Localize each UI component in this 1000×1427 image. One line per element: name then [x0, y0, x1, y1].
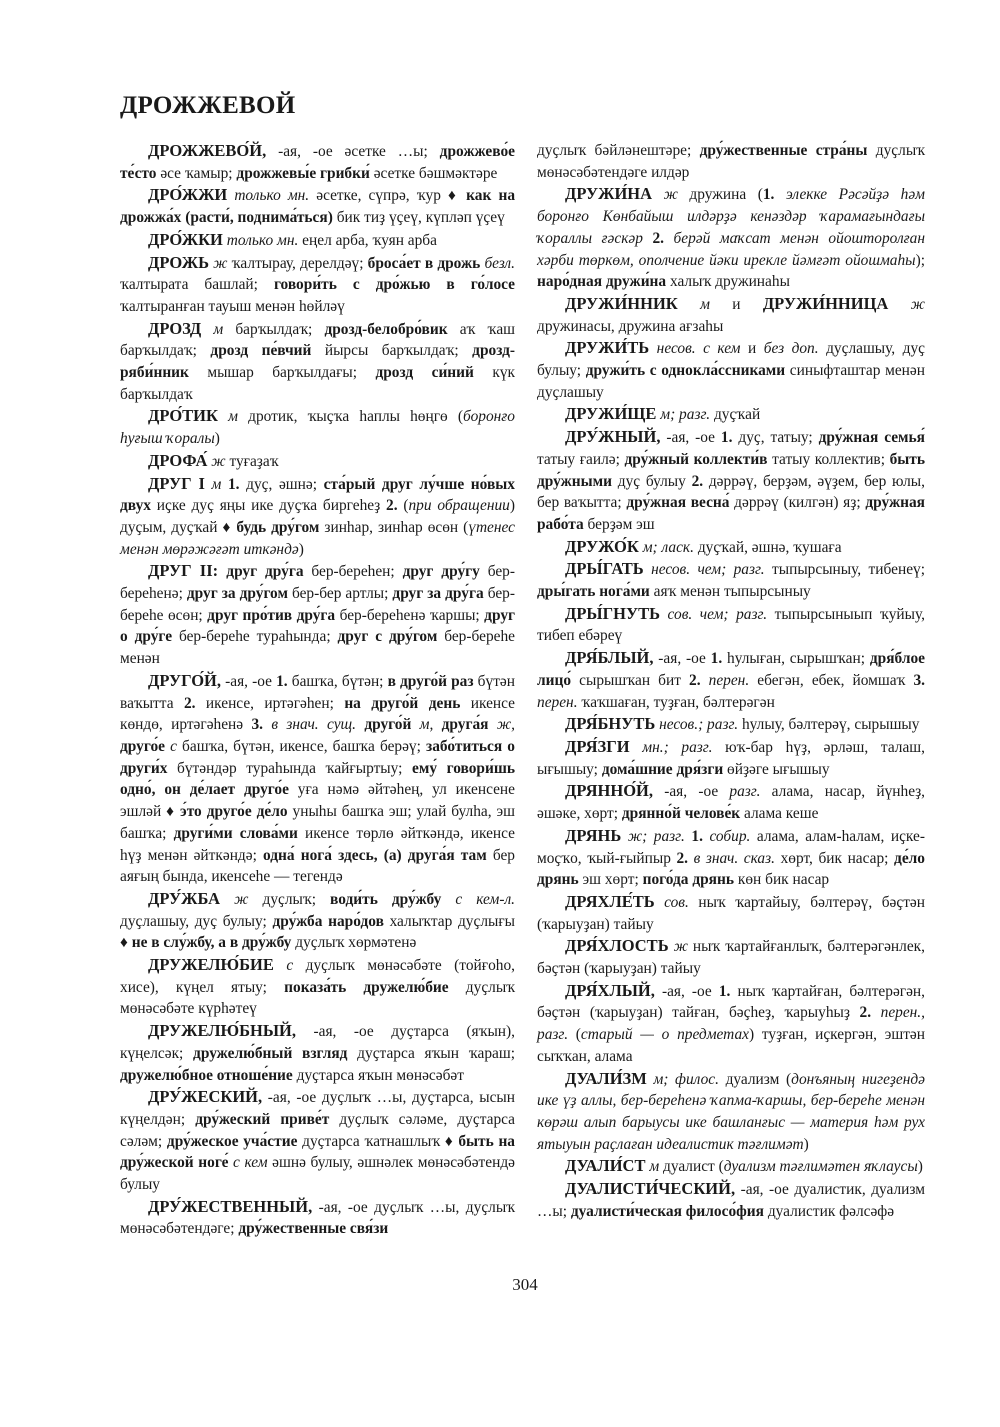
translation-text: бер-береһенә; [120, 563, 515, 603]
bold-phrase: дры́гать нога́ми [537, 583, 650, 601]
dictionary-entry [537, 403, 925, 426]
italic-label: в знач. сущ. [263, 716, 365, 734]
translation-text: ебегән, ебек, йомшаҡ [749, 671, 914, 689]
translation-text: ( [397, 497, 409, 515]
headword: ДУАЛИ́СТ [565, 1156, 646, 1176]
translation-text: дуҫлыҡ мөнәсәбәте күрһәтеү [120, 978, 515, 1018]
italic-label: м, [411, 716, 442, 734]
translation-text: дуҫтарса яҡын мөнәсәбәт [292, 1066, 464, 1084]
translation-text: алама кеше [740, 805, 819, 823]
translation-text: еңел арба, ҡуян арба [298, 231, 437, 249]
bold-phrase: друго́й [364, 716, 412, 734]
bold-phrase: дружелю́бное отноше́ние [120, 1066, 293, 1084]
italic-label: м; ласк. [638, 538, 694, 556]
translation-text: -ая, -ое дуҫлыҡ …ы, дуҫлыҡ мөнәсәбәтендәге; [120, 1198, 515, 1238]
bold-phrase: забо́титься о други́х [120, 737, 515, 777]
italic-label: м; разг. [656, 406, 711, 424]
headword: ДРУ́ЖЕСТВЕННЫЙ, [148, 1196, 313, 1216]
bold-phrase: дрянно́й челове́к [621, 805, 741, 823]
translation-text: берҙәм эш [583, 515, 655, 533]
bold-phrase: води́ть дру́жбу [330, 890, 442, 908]
translation-text: дәррәү (килгән) яҙ; [729, 494, 866, 512]
translation-text: татыу коллектив; [767, 450, 890, 468]
dictionary-entry [537, 647, 925, 713]
dictionary-entry [120, 1086, 515, 1196]
translation-text: -ая, -ое әсетке …ы; [266, 143, 440, 160]
translation-text: алама, насар, йүнһеҙ, әшәке, хөрт; [537, 783, 926, 823]
dictionary-entry [537, 603, 925, 647]
translation-text: дуалистик фәлсәфә [763, 1202, 895, 1220]
italic-label: перен. [537, 693, 578, 711]
bold-phrase: дру́жная весна́ [626, 494, 730, 512]
bold-phrase: дру́жественные свя́зи [238, 1220, 389, 1238]
headword: ДРО́ТИК [148, 406, 218, 426]
bold-phrase: дрозд-ряби́нник [120, 342, 516, 382]
dictionary-entry [537, 780, 925, 824]
translation-text: ) [298, 540, 304, 558]
dictionary-entry [537, 337, 925, 403]
translation-text: тыпырсыныып ҡуйыу, тибеп ебәреү [537, 605, 925, 645]
translation-text: ныҡ ҡартайған, бәлтерәгән, бәҫтән (ҡарыуҙан) тайған, бәҫһеҙ, ҡарыуһыҙ [537, 982, 926, 1022]
bold-phrase: друг за дру́га [392, 585, 484, 603]
italic-label: м [645, 1158, 660, 1176]
translation-text: дротик, ҡыҫҡа һаплы һөңгө ( [237, 408, 464, 426]
bold-phrase: дрожжево́е те́сто [120, 143, 515, 182]
italic-label: с [164, 737, 177, 755]
translation-text: барҡылдаҡ; [223, 320, 325, 338]
translation-text: бик тиҙ үҫеү, күпләп үҫеү [332, 209, 505, 227]
bold-phrase: дрозд-белобро́вик [324, 320, 448, 338]
headword: ДРУ́ЖБА [148, 888, 221, 908]
translation-text: дуҫҡай [710, 406, 761, 424]
page-number: 304 [512, 1275, 538, 1294]
translation-text: тыпырсыныу, тибенеү; [764, 561, 925, 579]
bold-phrase: 1. [710, 650, 723, 668]
bold-phrase: одна́ нога́ здесь, (а) друга́я там [263, 846, 487, 864]
italic-label: ж [668, 938, 688, 956]
headword: ДРУГ I [148, 473, 205, 493]
translation-text: дуҫлыҡ мөнәсәбәте (тойғоһо, хисе), күңел ятыу; [120, 957, 515, 996]
bold-phrase: друг про́тив дру́га [207, 606, 336, 624]
translation-text: дуҫлашыу, дуҫ булыу; [120, 912, 273, 930]
translation-text: бер-береһе менән [120, 628, 516, 668]
bold-phrase: наро́дная дружи́на [537, 273, 667, 291]
headword: ДРУЖИ́ННИК [565, 293, 678, 313]
bold-phrase: друг о дру́ге [120, 606, 515, 646]
right-column [537, 140, 925, 1222]
bold-phrase: 2. [676, 849, 689, 867]
translation-text: -ая, -ое [221, 672, 277, 690]
dictionary-entry [120, 405, 515, 449]
headword: ДРОЖЬ [148, 252, 209, 272]
translation-text: дуҫтарса ҡатнашлыҡ ♦ [297, 1132, 459, 1150]
translation-text: юҡ-бар һүҙ, әрләш, талаш, ығышыу; [537, 738, 925, 778]
bold-phrase: дру́жный коллекти́в [624, 450, 768, 468]
translation-text: ныҡ ҡартайыу, бәлтерәү, бәҫтән (ҡарыуҙан) тайыу [537, 893, 925, 933]
translation-text: дружинасы, дружина ағзаһы [537, 317, 724, 335]
translation-text: -ая, -ое дуҫлыҡ …ы, дуҫтарса, ысын күңелдән; [120, 1089, 515, 1128]
headword: ДРЯ́БЛЫЙ, [565, 648, 654, 668]
italic-label: несов. с кем [649, 340, 741, 358]
dictionary-entry [537, 293, 925, 337]
dictionary-entry [120, 450, 515, 473]
translation-text: әсе ҡамыр; [156, 164, 237, 182]
bold-phrase: 2. [652, 229, 664, 247]
italic-label: в знач. сказ. [688, 849, 775, 867]
headword: ДРУЖЕЛЮ́БНЫЙ, [148, 1021, 297, 1041]
headword: ДРУ́ЖНЫЙ, [565, 427, 661, 447]
bold-phrase: э́то друго́е де́ло [180, 803, 288, 821]
headword: ДРУ́ЖЕСКИЙ, [148, 1087, 263, 1107]
bold-phrase: быть дру́жными [537, 450, 925, 490]
translation-text: ) [803, 1135, 809, 1153]
bold-phrase: дря́блое лицо́ [537, 650, 925, 689]
bold-phrase: показа́ть дружелю́бие [284, 978, 449, 996]
bold-phrase: друго́е [120, 737, 165, 755]
translation-text: дуҫлыҡ сәләме, дуҫтарса сәләм; [120, 1110, 515, 1150]
dictionary-entry [120, 954, 515, 1020]
bold-phrase: друг за дру́гом [186, 585, 288, 603]
entry-continuation [537, 140, 925, 183]
headword: ДРЫ́ГНУТЬ [565, 603, 660, 623]
bold-phrase: дру́жная семья́ [818, 429, 925, 447]
bold-phrase: 2. [691, 472, 704, 490]
running-head: ДРОЖЖЕВОЙ [120, 92, 296, 119]
headword: ДРУЖИ́ЩЕ [565, 404, 657, 424]
italic-label: только мн. [227, 187, 310, 205]
translation-text: бер-бер артлы; [287, 585, 393, 603]
headword: ДРУЖИ́ННИЦА [762, 293, 889, 313]
italic-label: ж; разг. [621, 827, 692, 845]
bold-phrase: 1. [221, 475, 240, 493]
bold-phrase: 2. [859, 1004, 872, 1022]
translation-text: ) [917, 1158, 923, 1176]
italic-label: ж [888, 295, 925, 313]
translation-text: ҡалтырау, дерелдәү; [227, 254, 368, 272]
headword: ДРО́ЖКИ [148, 229, 223, 249]
translation-text: икенсе төрлө әйткәндә, икенсе һүҙ менән әйткәндә; [120, 824, 516, 864]
translation-text: халыҡ дружинаһы [666, 273, 790, 291]
translation-text: күк барҡылдаҡ [120, 364, 515, 403]
translation-text: дуҫ, әшнә; [239, 475, 324, 493]
translation-text: бүтән ваҡытта [120, 672, 515, 712]
translation-text: халыҡтар дуҫлығы ♦ [120, 912, 516, 952]
translation-text: бер-береһе тураһында; [172, 628, 338, 646]
italic-label: с кем [228, 1154, 268, 1172]
headword: ДРЯ́БНУТЬ [565, 714, 656, 734]
bold-phrase: не в слу́жбу, а в дру́жбу [131, 934, 292, 952]
italic-label: несов. чем; разг. [643, 561, 765, 579]
translation-text: -ая, -ое дуалистик, дуализм …ы; [537, 1181, 925, 1220]
headword: ДРУЖИ́НА [565, 184, 653, 204]
bold-phrase: друг дру́га [226, 563, 304, 581]
italic-label: перен. [700, 671, 750, 689]
translation-text: әсетке бәшмәктәре [369, 164, 498, 182]
headword: ДРУЖЕЛЮ́БИЕ [148, 955, 274, 975]
translation-text: башҡа, бүтән, икенсе, башҡа берәү; [176, 737, 427, 755]
headword: ДРОФА́ [148, 450, 208, 470]
dictionary-entry [537, 536, 925, 559]
bold-phrase: дру́жба наро́дов [272, 912, 384, 930]
italic-label: ж [220, 890, 249, 908]
bold-phrase: 1. [276, 672, 288, 690]
bold-phrase: дома́шние дря́зги [601, 760, 724, 778]
bold-phrase: 1. [762, 186, 775, 204]
bold-phrase: 2. [183, 694, 196, 712]
dictionary-entry [120, 184, 515, 228]
dictionary-entry [120, 1020, 515, 1086]
translation-text: -ая, -ое [660, 429, 721, 447]
italic-label: несов.; разг. [655, 716, 739, 734]
italic-label: с [273, 957, 294, 975]
bold-phrase: на друго́й день [344, 694, 461, 712]
translation-text: көн бик насар [734, 871, 830, 889]
italic-label: дуализм тәғлимәтен яҡлаусы [723, 1158, 918, 1176]
bold-phrase: друг с дру́гом [337, 628, 438, 646]
translation-text: дуалист ( [659, 1158, 724, 1176]
translation-text: аҡ ҡаш барҡылдаҡ; [120, 320, 516, 360]
headword: ДРЯ́ЗГИ [565, 736, 630, 756]
dictionary-entry [537, 1178, 925, 1222]
headword: ДУАЛИ́ЗМ [565, 1068, 647, 1088]
translation-text: ҡалтырата башлай; [120, 276, 274, 294]
translation-text: аяҡ менән тыпырсыныу [649, 583, 811, 601]
dictionary-entry [537, 1068, 925, 1156]
bold-phrase: дрозд пе́вчий [210, 342, 312, 360]
italic-label: ж, [488, 716, 515, 734]
headword: ДРУГО́Й, [148, 670, 222, 690]
translation-text: дуҫлыҡ бәйләнештәре; [537, 142, 700, 159]
dictionary-entry [537, 935, 925, 979]
translation-text: дуализм ( [718, 1070, 792, 1088]
headword: ДУАЛИСТИ́ЧЕСКИЙ, [565, 1179, 736, 1199]
translation-text: ); [915, 251, 925, 269]
italic-label: мн.; разг. [629, 738, 713, 756]
bold-phrase: дрожжевы́е грибки́ [236, 164, 370, 182]
bold-phrase: дружи́ть с однокла́ссниками [585, 362, 786, 380]
dictionary-entry [120, 318, 515, 406]
bold-phrase: 1. [691, 827, 703, 845]
translation-text: дуҫлыҡ хөрмәтенә [291, 934, 417, 952]
dictionary-entry [537, 1155, 925, 1178]
italic-label: сов. [654, 893, 689, 911]
italic-label: при обращении [408, 497, 510, 515]
headword: ДРЯХЛЕ́ТЬ [565, 891, 655, 911]
bold-phrase: дрозд си́ний [375, 364, 474, 382]
translation-text: дуҫтарса яҡын ҡараш; [347, 1044, 516, 1062]
bold-phrase: быть на дру́жеской ноге́ [120, 1132, 516, 1172]
italic-label: собир. [702, 827, 751, 845]
dictionary-entry [537, 891, 925, 935]
translation-text: дуҫлыҡ мөнәсәбәтендәге илдәр [537, 142, 925, 181]
bold-phrase: броса́ет в дрожь [367, 254, 481, 272]
italic-label: м [204, 475, 222, 493]
headword: ДРОЗД [148, 318, 202, 338]
bold-phrase: друга́я [441, 716, 489, 734]
bold-phrase: дру́жеское уча́стие [166, 1132, 298, 1150]
bold-phrase: как на дрожжа́х (расти́, поднима́ться) [120, 187, 516, 227]
dictionary-entry [120, 560, 515, 670]
bold-phrase: ему́ говори́шь одно́, он де́лает друго́е [120, 759, 515, 799]
translation-text: икенсе, иртәгәһен; [195, 694, 345, 712]
headword: ДРОЖЖЕВО́Й, [148, 141, 267, 160]
italic-label: боронғо һуғыш ҡоралы [120, 408, 515, 448]
translation-text: бүтәндәр тураһында ҡайғыртыу; [167, 759, 412, 777]
dictionary-entry [537, 183, 925, 293]
bold-phrase: 1. [720, 429, 733, 447]
bold-phrase: де́ло дрянь [537, 849, 925, 889]
bold-phrase: дру́жественные стра́ны [699, 142, 868, 159]
italic-label: без доп. [763, 340, 819, 358]
translation-text: иҫке дуҫ яңы ике дуҫҡа биргеһеҙ [150, 497, 387, 515]
headword: ДРО́ЖЖИ [148, 185, 228, 205]
italic-label: с кем-л. [441, 890, 516, 908]
dictionary-entry [120, 229, 515, 252]
translation-text: -ая, -ое дуҫтарса (яҡын), күңелсәк; [120, 1023, 515, 1062]
translation-text: зинһар, зинһар өсөн ( [319, 518, 469, 536]
translation-text: алама, алам-һалам, иҫке-моҫҡо, ҡый-ғыйпыр [537, 827, 925, 867]
translation-text: синыфташтар менән дуҫлашыу [537, 362, 925, 401]
translation-text: ( [568, 1026, 581, 1044]
bold-phrase: ста́рый друг лу́чше но́вых двух [120, 475, 515, 515]
bold-phrase: 3. [251, 716, 263, 734]
translation-text: һулыған, сырышҡан; [722, 650, 870, 668]
italic-label: сов. чем; разг. [660, 605, 768, 623]
translation-text: дуҫ булыу [612, 472, 692, 490]
bold-phrase: друг дру́гу [402, 563, 480, 581]
left-column [120, 140, 515, 1240]
italic-label: м [217, 408, 238, 426]
italic-label: ж [652, 186, 678, 204]
dictionary-entry [537, 713, 925, 736]
dictionary-entry [120, 670, 515, 888]
headword: ДРЫ́ГАТЬ [565, 559, 644, 579]
italic-label: м; филос. [646, 1070, 719, 1088]
translation-text: ныҡ ҡартайғанлыҡ, бәлтерәгәнлек, бәҫтән (ҡарыуҙан) тайыу [537, 938, 925, 978]
translation-text: дәррәү, берҙәм, әүҙем, бер юлы, бер ваҡытта; [537, 472, 925, 512]
translation-text: дуҫ, татыу; [732, 429, 819, 447]
bold-phrase: дуалисти́ческая филосо́фия [570, 1202, 764, 1220]
translation-text: бер аяғың бында, икенсеһе — тегендә [120, 846, 515, 886]
dictionary-entry [537, 736, 925, 780]
translation-text: икенсе көндө, иртәгәһенә [120, 694, 516, 734]
translation-text: -ая, -ое [654, 982, 719, 1000]
dictionary-entry [537, 558, 925, 602]
italic-label: м [201, 320, 224, 338]
translation-text: дружина ( [677, 186, 763, 204]
headword: ДРЯНЬ [565, 825, 622, 845]
italic-label: үтенес менән мөрәжәғәт иткәндә [120, 518, 515, 558]
translation-text: уныһы башҡа эш; улай булһа, эш башҡа; [120, 803, 515, 842]
translation-text: хөрт, бик насар; [774, 849, 895, 867]
translation-text: һулыу, бәлтерәү, сырышыу [738, 716, 920, 734]
italic-label: м [677, 295, 710, 313]
dictionary-entry [120, 888, 515, 954]
translation-text: әшнә булыу, әшнәлек мөнәсәбәтендә булыу [120, 1154, 515, 1194]
translation-text: өйҙәге ығышыу [723, 760, 830, 778]
bold-phrase: в друго́й раз [387, 672, 474, 690]
translation-text: ) [214, 430, 220, 448]
bold-phrase: други́ми слова́ми [173, 824, 298, 842]
translation-text: эш хөрт; [578, 871, 643, 889]
bold-phrase: 3. [913, 671, 925, 689]
bold-phrase: дру́жная рабо́та [537, 494, 925, 533]
dictionary-entry [120, 473, 515, 561]
translation-text: ) туҙған, иҫкергән, эштән сыҡҡан, алама [537, 1026, 925, 1065]
italic-label: перен., разг. [537, 1004, 926, 1044]
italic-label: берәй маҡсат менән ойошторолған хәрби төркөм, ополчение йәки ирекле йәмғәт ойошмаһы [537, 229, 925, 269]
translation-text: уға нәмә әйтәһең, ул икенсене эшләй ♦ [120, 781, 515, 821]
translation-text: -ая, -ое [653, 650, 711, 668]
translation-text: ҡалтыранған тауыш менән һөйләү [120, 297, 345, 315]
translation-text: дуҫҡай, әшнә, ҡушаға [693, 538, 842, 556]
translation-text: и [740, 340, 764, 358]
translation-text: дуҫлыҡ; [248, 890, 331, 908]
translation-text: башҡа, бүтән; [287, 672, 388, 690]
italic-label: старый — о предметах [580, 1026, 750, 1044]
translation-text: и [709, 295, 763, 313]
headword: ДРУЖО́К [565, 536, 639, 556]
translation-text: -ая, -ое [653, 783, 730, 801]
bold-phrase: 2. [689, 671, 701, 689]
headword: ДРУГ II: [148, 561, 227, 581]
translation-text: туғаҙаҡ [225, 452, 279, 470]
dictionary-entry [537, 825, 925, 891]
translation-text: ) дуҫым, дуҫҡай ♦ [120, 497, 515, 536]
italic-label: безл. [480, 254, 515, 272]
dictionary-entry [120, 1196, 515, 1240]
translation-text: йырсы барҡылдаҡ; [311, 342, 473, 360]
headword: ДРУЖИ́ТЬ [565, 338, 650, 358]
bold-phrase: будь дру́гом [236, 518, 320, 536]
headword: ДРЯННО́Й, [565, 781, 653, 801]
headword: ДРЯ́ХЛЫЙ, [565, 980, 655, 1000]
dictionary-entry [120, 252, 515, 318]
translation-text: бер-береһен; [303, 563, 403, 581]
translation-text: бер-береһенә ҡаршы; [335, 606, 485, 624]
dictionary-entry [120, 140, 515, 184]
translation-text: мышар барҡылдағы; [188, 364, 376, 382]
translation-text: татыу ғаилә; [537, 450, 625, 468]
italic-label: разг. [729, 783, 761, 801]
bold-phrase: 1. [718, 982, 731, 1000]
dictionary-entry [537, 980, 925, 1068]
bold-phrase: дружелю́бный взгляд [193, 1044, 348, 1062]
bold-phrase: пого́да дрянь [642, 871, 735, 889]
italic-label: ж [208, 254, 228, 272]
bold-phrase: 2. [386, 497, 398, 515]
translation-text: ҡаҡшаған, туҙған, бәлтерәгән [577, 693, 775, 711]
italic-label: элекке Рәсәйҙә һәм боронғо Көнбайыш илдәрҙә кенәздәр ҡарамағындағы ҡораллы ғәскәр [537, 186, 925, 247]
italic-label: только мн. [222, 231, 299, 249]
italic-label: ж [207, 452, 226, 470]
translation-text: әсетке, сүпрә, ҡур ♦ [309, 187, 467, 205]
translation-text: дуҫлашыу, дуҫ булыу; [537, 340, 925, 380]
italic-label: донъяның нигеҙендә ике үҙ аллы, бер-береһенә ҡапма-ҡаршы, бер-береһе менән көрәш алып барыусы ике башланғыс — материя һәм рух ятыуын раҫлаған идеалистик тәғлимәт [537, 1070, 925, 1153]
translation-text: сырышҡан бит [571, 671, 690, 689]
bold-phrase: говори́ть с дро́жью в го́лосе [273, 276, 515, 294]
headword: ДРЯ́ХЛОСТЬ [565, 936, 669, 956]
bold-phrase: дру́жеский приве́т [195, 1110, 330, 1128]
dictionary-entry [537, 426, 925, 536]
translation-text: бер-береһе өсөн; [120, 585, 515, 624]
